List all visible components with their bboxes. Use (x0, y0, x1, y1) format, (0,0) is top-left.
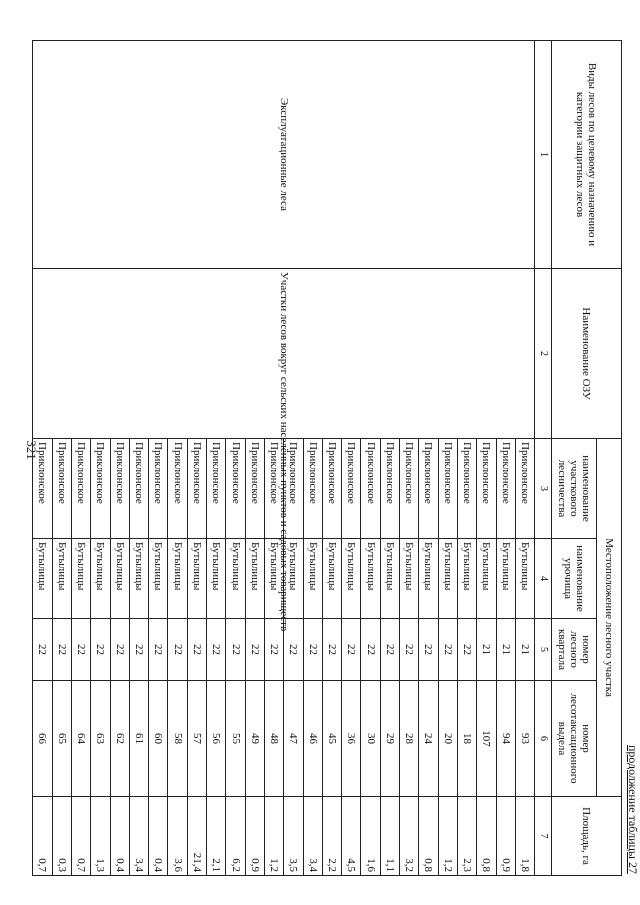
forestry-cell: Приклонское (361, 439, 380, 539)
forestry-cell: Приклонское (496, 439, 515, 539)
tract-cell: Бутылицы (245, 539, 264, 619)
forestry-cell: Приклонское (457, 439, 476, 539)
section-cell: 47 (284, 681, 303, 797)
section-cell: 66 (33, 681, 53, 797)
tract-cell: Бутылицы (129, 539, 148, 619)
section-cell: 60 (149, 681, 168, 797)
tract-cell: Бутылицы (110, 539, 129, 619)
area-cell: 0,9 (496, 797, 515, 876)
section-cell: 24 (419, 681, 438, 797)
quarter-cell: 22 (149, 619, 168, 681)
forestry-cell: Приклонское (380, 439, 399, 539)
section-cell: 61 (129, 681, 148, 797)
column-index: 3 (535, 439, 552, 539)
quarter-cell: 22 (226, 619, 245, 681)
section-cell: 29 (380, 681, 399, 797)
quarter-cell: 22 (91, 619, 110, 681)
quarter-cell: 22 (322, 619, 341, 681)
forestry-cell: Приклонское (33, 439, 53, 539)
quarter-cell: 22 (438, 619, 457, 681)
tract-cell: Бутылицы (33, 539, 53, 619)
tract-cell: Бутылицы (342, 539, 361, 619)
tract-cell: Бутылицы (477, 539, 496, 619)
quarter-cell: 22 (361, 619, 380, 681)
forestry-cell: Приклонское (419, 439, 438, 539)
tract-cell: Бутылицы (71, 539, 90, 619)
table-caption: продолжение таблицы 27 (626, 744, 640, 874)
column-index-row (535, 41, 552, 876)
forestry-cell: Приклонское (342, 439, 361, 539)
area-cell: 2,2 (322, 797, 341, 876)
area-cell: 3,4 (303, 797, 322, 876)
tract-cell: Бутылицы (168, 539, 187, 619)
area-cell: 1,1 (380, 797, 399, 876)
area-cell: 0,9 (245, 797, 264, 876)
area-cell: 3,6 (168, 797, 187, 876)
tract-cell: Бутылицы (149, 539, 168, 619)
area-cell: 0,4 (149, 797, 168, 876)
quarter-cell: 22 (71, 619, 90, 681)
quarter-cell: 22 (207, 619, 226, 681)
tract-cell: Бутылицы (207, 539, 226, 619)
forest-plots-table (32, 40, 622, 876)
tract-cell: Бутылицы (457, 539, 476, 619)
area-cell: 3,2 (400, 797, 419, 876)
quarter-cell: 21 (515, 619, 534, 681)
header-location-group: Местоположение лесного участка (597, 439, 622, 797)
section-cell: 30 (361, 681, 380, 797)
quarter-cell: 22 (264, 619, 283, 681)
forestry-cell: Приклонское (168, 439, 187, 539)
tract-cell: Бутылицы (438, 539, 457, 619)
quarter-cell: 22 (303, 619, 322, 681)
forestry-cell: Приклонское (207, 439, 226, 539)
quarter-cell: 22 (33, 619, 53, 681)
tract-cell: Бутылицы (226, 539, 245, 619)
section-cell: 49 (245, 681, 264, 797)
section-cell: 56 (207, 681, 226, 797)
forestry-cell: Приклонское (284, 439, 303, 539)
area-cell: 1,3 (91, 797, 110, 876)
section-cell: 18 (457, 681, 476, 797)
section-cell: 64 (71, 681, 90, 797)
area-cell: 4,5 (342, 797, 361, 876)
forestry-cell: Приклонское (226, 439, 245, 539)
section-cell: 62 (110, 681, 129, 797)
forestry-cell: Приклонское (400, 439, 419, 539)
area-cell: 1,6 (361, 797, 380, 876)
quarter-cell: 22 (457, 619, 476, 681)
section-cell: 48 (264, 681, 283, 797)
quarter-cell: 21 (496, 619, 515, 681)
section-cell: 20 (438, 681, 457, 797)
page-number: 321 (24, 440, 39, 460)
section-cell: 36 (342, 681, 361, 797)
section-cell: 28 (400, 681, 419, 797)
area-cell: 3,4 (129, 797, 148, 876)
quarter-cell: 22 (380, 619, 399, 681)
forestry-cell: Приклонское (149, 439, 168, 539)
area-cell: 0,8 (477, 797, 496, 876)
area-cell: 2,1 (207, 797, 226, 876)
area-cell: 0,3 (52, 797, 71, 876)
forestry-cell: Приклонское (187, 439, 206, 539)
rotated-table-sheet (0, 40, 640, 890)
quarter-cell: 22 (419, 619, 438, 681)
quarter-cell: 22 (129, 619, 148, 681)
header-forestry: наименование участкового лесничества (552, 439, 597, 539)
forestry-cell: Приклонское (322, 439, 341, 539)
section-cell: 107 (477, 681, 496, 797)
quarter-cell: 21 (477, 619, 496, 681)
quarter-cell: 22 (342, 619, 361, 681)
section-cell: 65 (52, 681, 71, 797)
forestry-cell: Приклонское (110, 439, 129, 539)
tract-cell: Бутылицы (361, 539, 380, 619)
tract-cell: Бутылицы (52, 539, 71, 619)
tract-cell: Бутылицы (187, 539, 206, 619)
tract-cell: Бутылицы (303, 539, 322, 619)
area-cell: 6,2 (226, 797, 245, 876)
tract-cell: Бутылицы (419, 539, 438, 619)
forestry-cell: Приклонское (303, 439, 322, 539)
area-cell: 0,7 (71, 797, 90, 876)
header-section: номер лесотаксационного выдела (552, 681, 597, 797)
forestry-cell: Приклонское (477, 439, 496, 539)
header-area: Площадь, га (552, 797, 622, 876)
tract-cell: Бутылицы (264, 539, 283, 619)
forestry-cell: Приклонское (515, 439, 534, 539)
area-cell: 0,4 (110, 797, 129, 876)
tract-cell: Бутылицы (515, 539, 534, 619)
tract-cell: Бутылицы (91, 539, 110, 619)
column-index: 7 (535, 797, 552, 876)
column-index: 4 (535, 539, 552, 619)
column-index: 6 (535, 681, 552, 797)
quarter-cell: 22 (110, 619, 129, 681)
section-cell: 46 (303, 681, 322, 797)
forestry-cell: Приклонское (91, 439, 110, 539)
area-cell: 0,7 (33, 797, 53, 876)
area-cell: 21,4 (187, 797, 206, 876)
area-cell: 1,2 (264, 797, 283, 876)
area-cell: 0,8 (419, 797, 438, 876)
tract-cell: Бутылицы (284, 539, 303, 619)
section-cell: 58 (168, 681, 187, 797)
quarter-cell: 22 (187, 619, 206, 681)
column-index: 5 (535, 619, 552, 681)
header-quarter: номер лесного квартала (552, 619, 597, 681)
ozu-name-cell: Участки лесов вокруг сельских населённых пунктов и садовых товариществ (33, 269, 535, 439)
forestry-cell: Приклонское (52, 439, 71, 539)
tract-cell: Бутылицы (400, 539, 419, 619)
forestry-cell: Приклонское (245, 439, 264, 539)
tract-cell: Бутылицы (496, 539, 515, 619)
quarter-cell: 22 (52, 619, 71, 681)
quarter-cell: 22 (284, 619, 303, 681)
section-cell: 55 (226, 681, 245, 797)
header-tract: наименование урочища (552, 539, 597, 619)
table-row (515, 41, 534, 876)
section-cell: 93 (515, 681, 534, 797)
section-cell: 45 (322, 681, 341, 797)
area-cell: 3,5 (284, 797, 303, 876)
area-cell: 1,2 (438, 797, 457, 876)
column-index: 1 (535, 41, 552, 269)
area-cell: 2,3 (457, 797, 476, 876)
forestry-cell: Приклонское (438, 439, 457, 539)
quarter-cell: 22 (168, 619, 187, 681)
section-cell: 57 (187, 681, 206, 797)
tract-cell: Бутылицы (380, 539, 399, 619)
column-index: 2 (535, 269, 552, 439)
header-ozu-name: Наименование ОЗУ (552, 269, 622, 439)
quarter-cell: 22 (245, 619, 264, 681)
forest-type-cell: Эксплуатационные леса (33, 41, 535, 269)
tract-cell: Бутылицы (322, 539, 341, 619)
section-cell: 63 (91, 681, 110, 797)
quarter-cell: 22 (400, 619, 419, 681)
forestry-cell: Приклонское (264, 439, 283, 539)
section-cell: 94 (496, 681, 515, 797)
header-forest-type: Виды лесов по целевому назначению и категории защитных лесов (552, 41, 622, 269)
forestry-cell: Приклонское (129, 439, 148, 539)
forestry-cell: Приклонское (71, 439, 90, 539)
area-cell: 1,8 (515, 797, 534, 876)
